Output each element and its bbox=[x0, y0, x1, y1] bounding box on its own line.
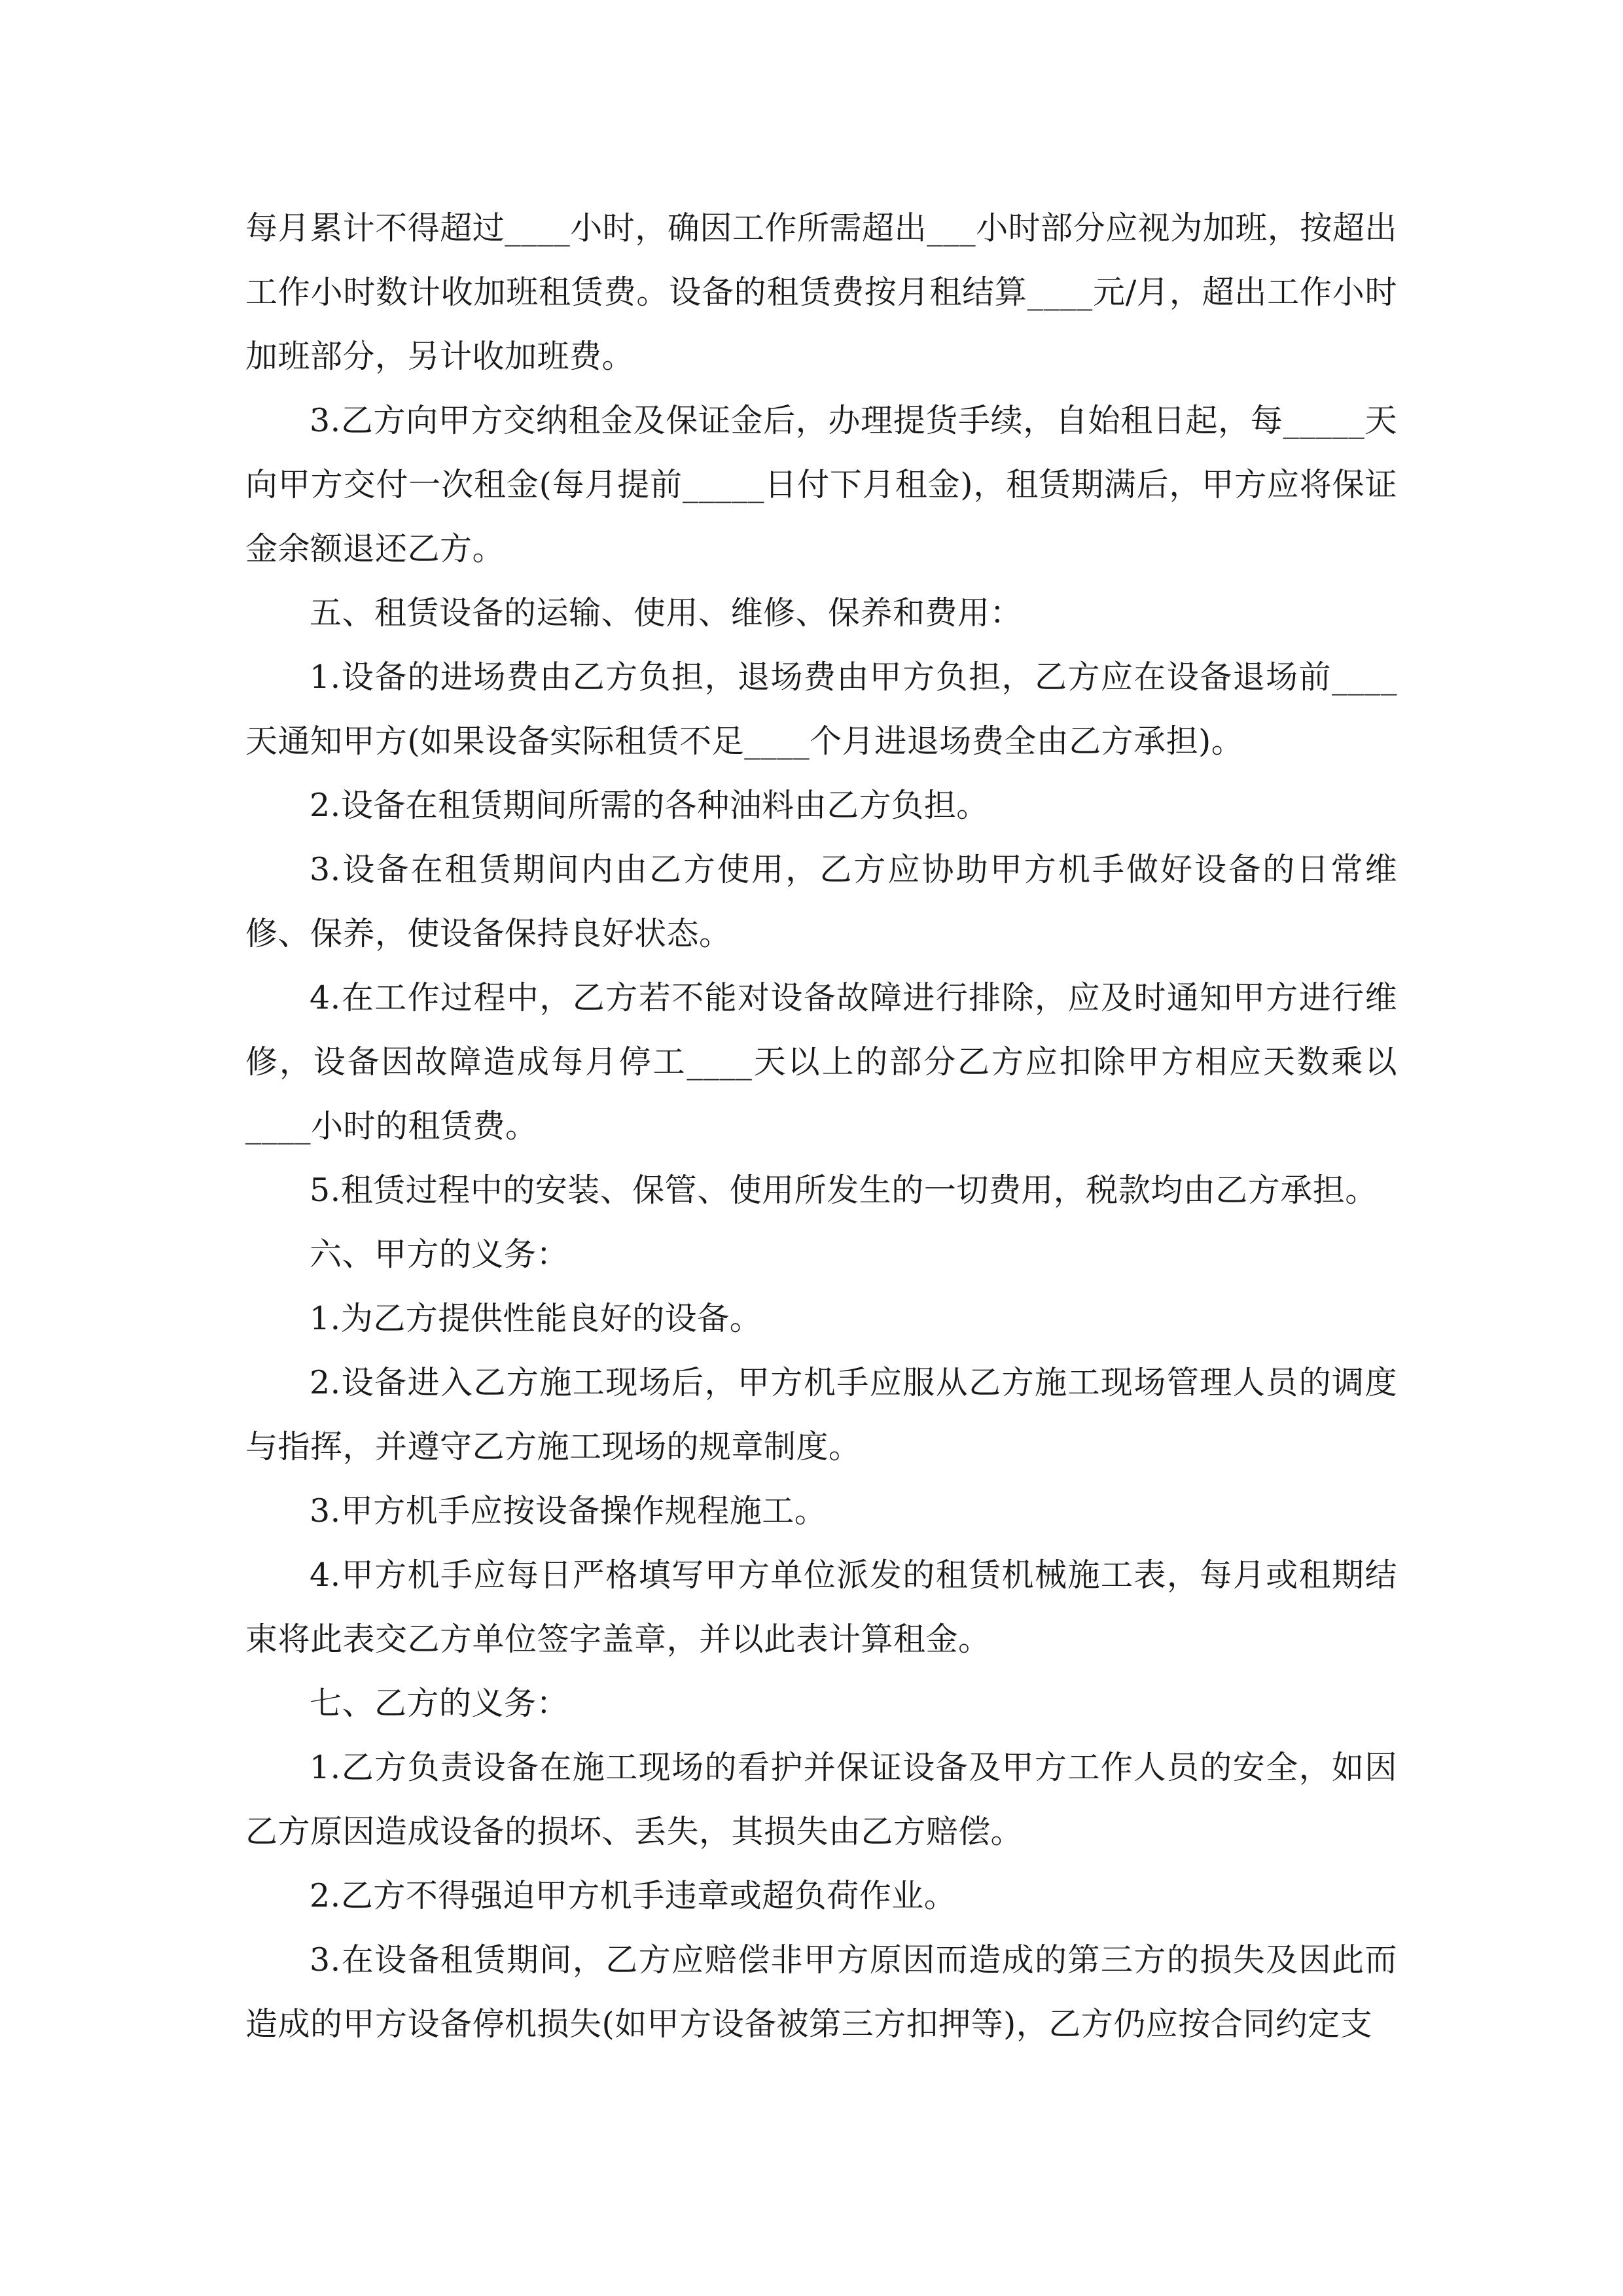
paragraph-6-2: 2.设备进入乙方施工现场后，甲方机手应服从乙方施工现场管理人员的调度与指挥，并遵守乙方施工现场的规章制度。 bbox=[245, 1364, 1397, 1465]
paragraph-2: 3.乙方向甲方交纳租金及保证金后，办理提货手续，自始租日起，每_____天向甲方交付一次租金(每月提前_____日付下月租金)，租赁期满后，甲方应将保证金余额退还乙方。 bbox=[245, 402, 1397, 567]
paragraph-5-4: 4.在工作过程中，乙方若不能对设备故障进行排除，应及时通知甲方进行维修，设备因故障造成每月停工____天以上的部分乙方应扣除甲方相应天数乘以____小时的租赁费。 bbox=[245, 979, 1397, 1145]
paragraph-5-3: 3.设备在租赁期间内由乙方使用，乙方应协助甲方机手做好设备的日常维修、保养，使设备保持良好状态。 bbox=[245, 851, 1397, 952]
paragraph-5-2: 2.设备在租赁期间所需的各种油料由乙方负担。 bbox=[310, 787, 989, 824]
paragraph-5-5: 5.租赁过程中的安装、保管、使用所发生的一切费用，税款均由乙方承担。 bbox=[310, 1172, 1378, 1209]
paragraph-6-1: 1.为乙方提供性能良好的设备。 bbox=[310, 1300, 762, 1337]
paragraph-7-3: 3.在设备租赁期间，乙方应赔偿非甲方原因而造成的第三方的损失及因此而造成的甲方设备停机损失(如甲方设备被第三方扣押等)，乙方仍应按合同约定支 bbox=[245, 1941, 1397, 2043]
paragraph-6-3: 3.甲方机手应按设备操作规程施工。 bbox=[310, 1492, 827, 1530]
section-heading-5: 五、租赁设备的运输、使用、维修、保养和费用： bbox=[310, 594, 1023, 632]
paragraph-7-2: 2.乙方不得强迫甲方机手违章或超负荷作业。 bbox=[310, 1877, 957, 1914]
document-body bbox=[245, 196, 1397, 2056]
section-heading-6: 六、甲方的义务： bbox=[310, 1236, 569, 1273]
paragraph-7-1: 1.乙方负责设备在施工现场的看护并保证设备及甲方工作人员的安全，如因乙方原因造成设备的损坏、丢失，其损失由乙方赔偿。 bbox=[245, 1749, 1397, 1850]
section-heading-7: 七、乙方的义务： bbox=[310, 1685, 569, 1722]
paragraph-1: 每月累计不得超过____小时，确因工作所需超出___小时部分应视为加班，按超出工作小时数计收加班租赁费。设备的租赁费按月租结算____元/月，超出工作小时加班部分，另计收加班费。 bbox=[245, 209, 1397, 375]
paragraph-5-1: 1.设备的进场费由乙方负担，退场费由甲方负担，乙方应在设备退场前____天通知甲方(如果设备实际租赁不足____个月进退场费全由乙方承担)。 bbox=[245, 658, 1397, 760]
paragraph-6-4: 4.甲方机手应每日严格填写甲方单位派发的租赁机械施工表，每月或租期结束将此表交乙方单位签字盖章，并以此表计算租金。 bbox=[245, 1556, 1397, 1658]
